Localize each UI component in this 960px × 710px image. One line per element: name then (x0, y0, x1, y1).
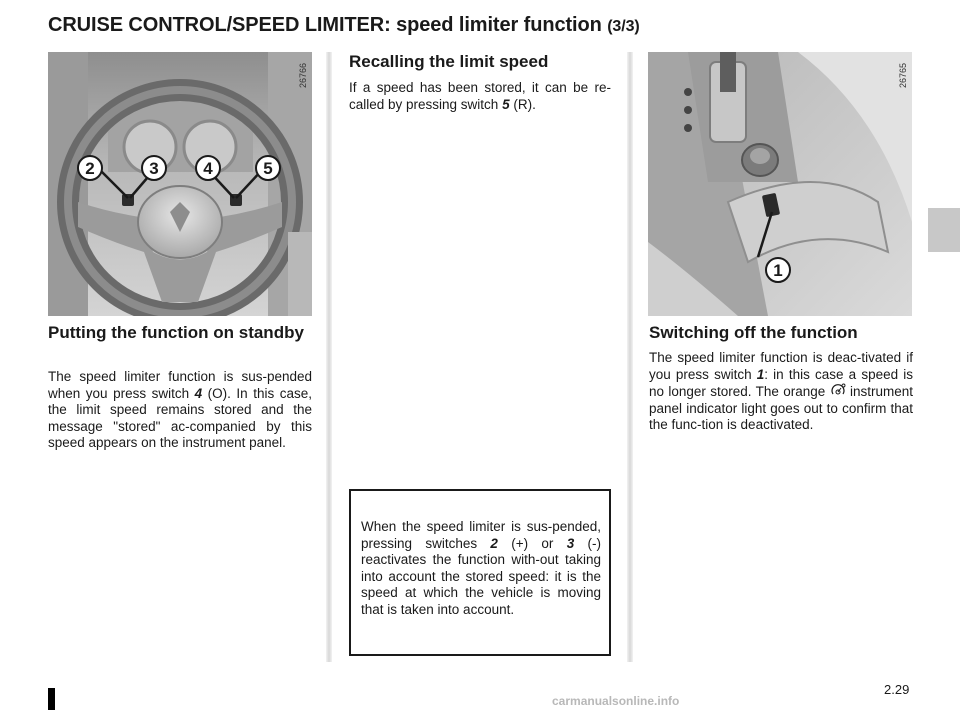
center-console-photo (648, 52, 912, 316)
svg-text:2: 2 (85, 159, 95, 178)
page-number: 2.29 (884, 682, 910, 697)
steering-wheel-callouts (48, 52, 312, 316)
switch-off-text: The speed limiter function is deac-tivated if you press switch 1: in this case a speed is no longer stored. The orange instrument panel indicator light goes out to confirm that the func-tion is deactivated. (649, 350, 913, 433)
center-console-illustration (648, 52, 912, 316)
svg-text:3: 3 (149, 159, 159, 178)
standby-text: The speed limiter function is sus-pended when you press switch 4 (O). In this case, the limit speed remains stored and the message "stored" ac-companied by this speed appears on the instrument panel. (48, 369, 313, 451)
steering-wheel-photo (48, 52, 312, 316)
section-thumb-tab (928, 208, 960, 252)
switch-3-ref: 3 (566, 535, 575, 551)
column-divider-right (627, 52, 633, 662)
svg-text:5: 5 (263, 159, 273, 178)
photo-id-left: 26766 (298, 62, 308, 88)
callout-2 (78, 156, 102, 180)
switch-1-ref: 1 (756, 366, 765, 382)
recall-heading: Recalling the limit speed (349, 52, 549, 71)
site-watermark: carmanualsonline.info (552, 694, 680, 708)
callout-4 (196, 156, 220, 180)
callout-3 (142, 156, 166, 180)
title-text: CRUISE CONTROL/SPEED LIMITER: speed limiter function (48, 14, 602, 36)
svg-text:1: 1 (773, 261, 783, 280)
page-title (48, 14, 640, 37)
note-box (349, 489, 611, 656)
standby-heading: Putting the function on standby (48, 323, 304, 342)
recall-text: If a speed has been stored, it can be re-called by pressing switch 5 (R). (349, 80, 611, 112)
svg-text:4: 4 (203, 159, 213, 178)
corner-mark (48, 688, 55, 710)
callout-1 (766, 258, 790, 282)
speed-limiter-indicator-icon (830, 383, 846, 399)
switch-off-heading: Switching off the function (649, 323, 858, 342)
note-text: When the speed limiter is sus-pended, pressing switches 2 (+) or 3 (-) reactivates the function with-out taking into account the stored speed: it is the speed at which the vehicle is moving that is taken into account. (361, 519, 601, 617)
switch-4-ref: 4 (194, 385, 203, 401)
callout-5 (256, 156, 280, 180)
switch-5-ref: 5 (502, 96, 510, 112)
photo-id-right: 26765 (898, 62, 908, 88)
title-part-indicator: (3/3) (607, 18, 640, 35)
switch-2-ref: 2 (490, 535, 498, 551)
column-divider-left (326, 52, 332, 662)
